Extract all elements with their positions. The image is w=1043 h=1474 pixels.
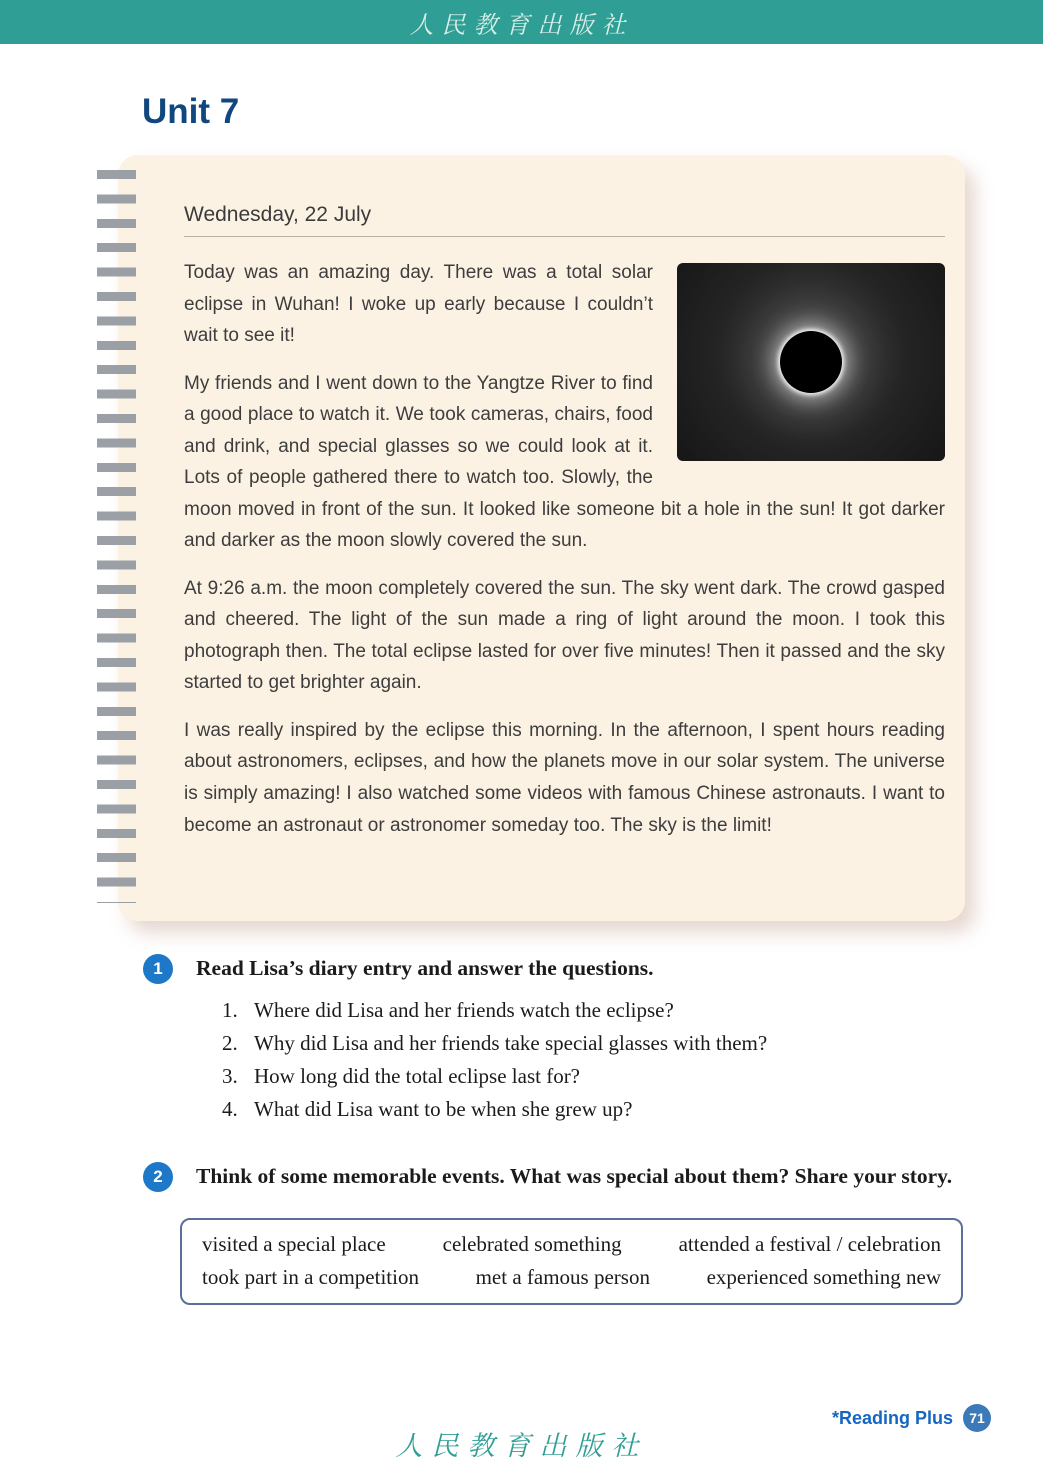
word-box-item: took part in a competition <box>202 1264 419 1289</box>
exercises-section <box>143 952 965 1305</box>
question-2-number: 2. <box>222 1031 238 1056</box>
diary-paragraph-1: Today was an amazing day. There was a total solar eclipse in Wuhan! I woke up early because I couldn’t wait to see it! <box>184 262 653 347</box>
exercise-1 <box>143 952 965 1126</box>
question-1-number: 1. <box>222 998 238 1023</box>
word-box-line-2 <box>202 1261 941 1294</box>
top-banner <box>0 0 1043 44</box>
question-4 <box>222 1093 965 1126</box>
exercise-2 <box>143 1160 965 1192</box>
notebook-panel <box>118 155 965 921</box>
exercise-2-number-badge: 2 <box>143 1162 173 1192</box>
question-2-text: Why did Lisa and her friends take special glasses with them? <box>254 1031 768 1056</box>
exercise-1-number-badge: 1 <box>143 954 173 984</box>
question-1 <box>222 994 965 1027</box>
question-3-text: How long did the total eclipse last for? <box>254 1064 581 1089</box>
publisher-logo-top: 人民教育出版社 <box>409 12 634 39</box>
word-box <box>180 1218 963 1305</box>
notebook-spiral-binding <box>97 170 136 903</box>
question-3 <box>222 1060 965 1093</box>
word-box-item: experienced something new <box>706 1264 941 1289</box>
eclipse-moon-icon <box>780 331 842 393</box>
unit-title: Unit 7 <box>142 92 240 131</box>
exercise-1-questions <box>222 994 965 1126</box>
question-1-text: Where did Lisa and her friends watch the eclipse? <box>254 998 674 1023</box>
word-box-line-1 <box>202 1228 941 1261</box>
exercise-2-header <box>143 1160 965 1192</box>
publisher-logo-bottom: 人民教育出版社 <box>395 1431 648 1461</box>
page-number-badge: 71 <box>963 1404 991 1432</box>
diary-paragraph-2: My friends and I went down to the Yangtze River to find a good place to watch it. We took cameras, chairs, food and drink, and special glasses so we could look at it. Lots of people gathered there to watch too. Slowly, the moon moved in front of the sun. It looked like someone bit a hole in the sun! It got darker and darker as the moon slowly covered the sun. <box>184 372 945 552</box>
question-4-text: What did Lisa want to be when she grew up? <box>254 1097 633 1122</box>
word-box-item: met a famous person <box>475 1264 650 1289</box>
diary-divider <box>184 236 945 237</box>
diary-body <box>184 257 945 841</box>
word-box-item: visited a special place <box>202 1232 386 1257</box>
diary-paragraph-3: At 9:26 a.m. the moon completely covered the sun. The sky went dark. The crowd gasped and cheered. The light of the sun made a ring of light around the moon. I took this photograph then. The total eclipse lasted for over five minutes! Then it passed and the sky started to get brighter again. <box>184 577 945 694</box>
exercise-2-title: Think of some memorable events. What was special about them? Share your story. <box>196 1164 953 1189</box>
question-2 <box>222 1027 965 1060</box>
eclipse-photo <box>677 263 945 461</box>
word-box-item: attended a festival / celebration <box>678 1232 941 1257</box>
exercise-1-title: Read Lisa’s diary entry and answer the questions. <box>196 956 654 980</box>
diary-date: Wednesday, 22 July <box>184 203 372 226</box>
question-3-number: 3. <box>222 1064 238 1089</box>
word-box-item: celebrated something <box>442 1232 622 1257</box>
diary-paragraph-4: I was really inspired by the eclipse this morning. In the afternoon, I spent hours reading about astronomers, eclipses, and how the planets move in our solar system. The universe is simply amazing! I also watched some videos with famous Chinese astronauts. I want to become an astronaut or astronomer someday too. The sky is the limit! <box>184 719 945 836</box>
reading-plus-label: *Reading Plus <box>831 1407 953 1428</box>
question-4-number: 4. <box>222 1097 238 1122</box>
exercise-1-header <box>143 952 965 984</box>
